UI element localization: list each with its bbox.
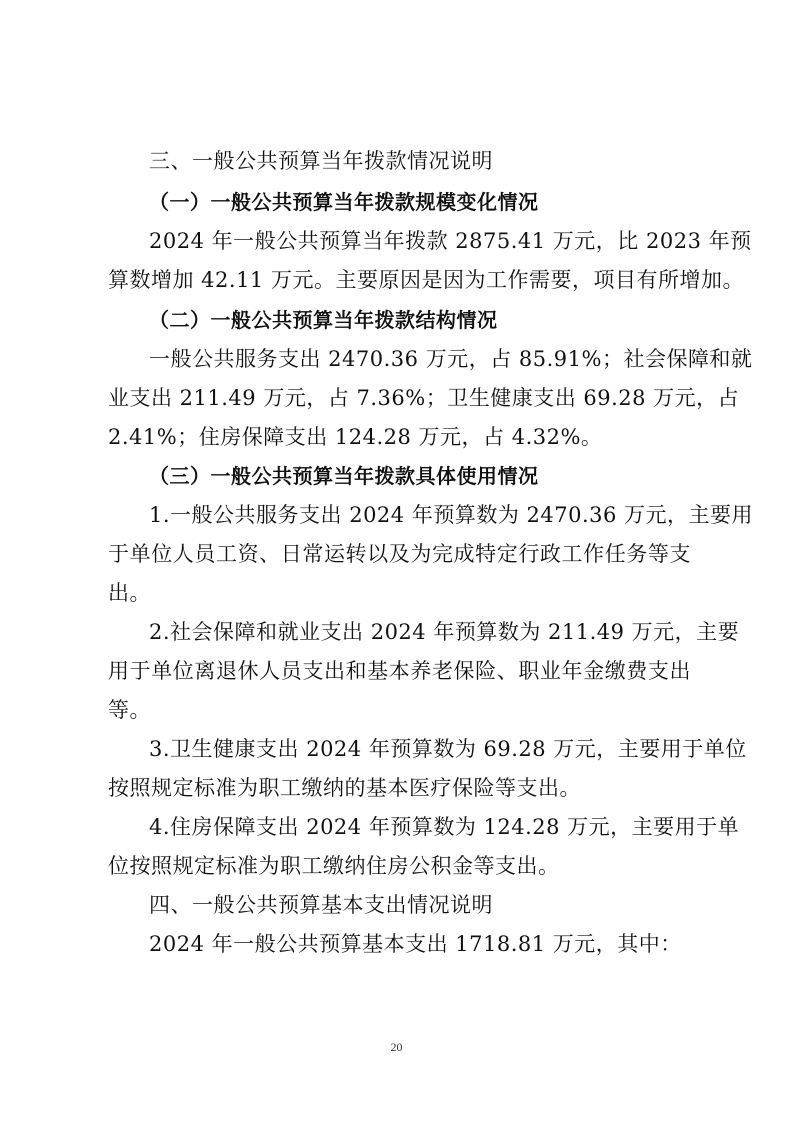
- paragraph-7-line-1: 2024 年一般公共预算基本支出 1718.81 万元，其中：: [149, 932, 682, 956]
- paragraph-4-line-3: 等。: [108, 698, 151, 722]
- paragraph-2-line-2: 业支出 211.49 万元，占 7.36%；卫生健康支出 69.28 万元，占: [108, 386, 740, 410]
- paragraph-5-line-2: 按照规定标准为职工缴纳的基本医疗保险等支出。: [108, 776, 581, 800]
- section-heading-4: 四、一般公共预算基本支出情况说明: [149, 893, 493, 917]
- section-heading-3: 三、一般公共预算当年拨款情况说明: [149, 149, 493, 173]
- paragraph-2-line-3: 2.41%；住房保障支出 124.28 万元，占 4.32%。: [108, 425, 603, 449]
- paragraph-1-line-2: 算数增加 42.11 万元。主要原因是因为工作需要，项目有所增加。: [108, 268, 744, 292]
- subsection-heading-2: （二）一般公共预算当年拨款结构情况: [149, 308, 498, 332]
- paragraph-4-line-2: 用于单位离退休人员支出和基本养老保险、职业年金缴费支出: [108, 659, 691, 683]
- paragraph-3-line-1: 1.一般公共服务支出 2024 年预算数为 2470.36 万元，主要用: [149, 503, 754, 527]
- paragraph-2-line-1: 一般公共服务支出 2470.36 万元，占 85.91%；社会保障和就: [149, 347, 753, 371]
- subsection-heading-1: （一）一般公共预算当年拨款规模变化情况: [149, 190, 539, 214]
- paragraph-3-line-2: 于单位人员工资、日常运转以及为完成特定行政工作任务等支: [108, 542, 691, 566]
- paragraph-6-line-2: 位按照规定标准为职工缴纳住房公积金等支出。: [108, 854, 560, 878]
- paragraph-6-line-1: 4.住房保障支出 2024 年预算数为 124.28 万元，主要用于单: [149, 815, 740, 839]
- paragraph-5-line-1: 3.卫生健康支出 2024 年预算数为 69.28 万元，主要用于单位: [149, 737, 747, 761]
- subsection-heading-3: （三）一般公共预算当年拨款具体使用情况: [149, 464, 539, 488]
- paragraph-1-line-1: 2024 年一般公共预算当年拨款 2875.41 万元，比 2023 年预: [149, 229, 752, 253]
- paragraph-4-line-1: 2.社会保障和就业支出 2024 年预算数为 211.49 万元，主要: [149, 620, 740, 644]
- paragraph-3-line-3: 出。: [108, 581, 151, 605]
- page-number: 20: [390, 1040, 403, 1054]
